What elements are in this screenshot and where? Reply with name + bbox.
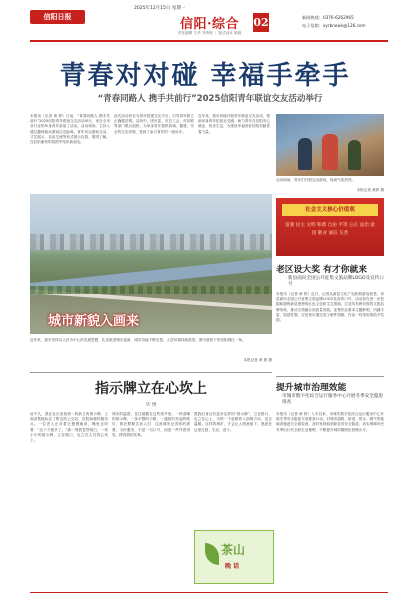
photo-figure-2 bbox=[322, 134, 338, 170]
hero-skyline bbox=[30, 234, 272, 250]
brand-block bbox=[194, 530, 274, 584]
logo-story-subtitle: 新县面向全国公开征集文旅品牌LOGO及宣传口号 bbox=[288, 276, 384, 288]
essay-body-col3: 愿我们身边有更多这样的“指示牌”，立在路口，也立在心上，为每一个赶路的人指明方向，送去温暖。这样的城市，才会让人愿意留下，愿意在这里扎根、生活、奋斗。 bbox=[194, 412, 272, 432]
lead-photo-caption: 活动现场，青年们开展互动游戏，现场气氛热烈。 bbox=[276, 178, 356, 182]
section-sub-line: 责任编辑 王华 刘秀明 ｜ 版式设计 陈晨 bbox=[178, 31, 242, 35]
hero-overlay-title: 城市新貌入画来 bbox=[48, 314, 140, 329]
lead-body-col2: 此次活动旨在为青年搭建交友平台，引导青年树立正确婚恋观。活动中，团市委、市总工会、市妇联等部门联合组织，为单身青年提供真诚、健康、安全的交友环境，受到了参与青年的一致好评。 bbox=[114, 114, 194, 134]
values-words: 富强 民主 文明 和谐 自由 平等 公正 法治 爱国 敬业 诚信 友善 bbox=[285, 223, 375, 236]
masthead-rule bbox=[30, 40, 388, 42]
gov-story-subtitle: 市城市数字化综合运行服务中心开展冬季安全隐患排查 bbox=[282, 394, 384, 406]
contact-hotline: 新闻热线：0376-6262965 bbox=[302, 15, 354, 20]
hero-trees-row bbox=[30, 286, 272, 294]
page-number-badge: 02 bbox=[253, 13, 269, 32]
hero-city-photo bbox=[30, 194, 272, 334]
lead-body-col3: 近年来，我市持续开展青年联谊交友活动，帮助单身青年拓宽社交圈，助力青年在信阳安心就业、快乐生活，为建设幸福美好信阳贡献青春力量。 bbox=[198, 114, 270, 134]
brand-leaf-icon bbox=[205, 543, 219, 565]
brand-name: 茶山 bbox=[221, 543, 246, 557]
photo-figure-3 bbox=[348, 140, 361, 170]
date-line: 2025年12月15日 星期一 bbox=[134, 6, 186, 11]
lead-photo-credit: 本报记者 黄婷 摄 bbox=[356, 188, 384, 192]
brand-tag: 晚 话 bbox=[225, 563, 240, 570]
logo-story-body: 本报讯（记者 黄 婷）近日，记者从新县文化广电和旅游局获悉，该县面向全国公开征集文旅品牌LOGO及宣传口号，活动旨在进一步挖掘和提炼新县独特的红色文化和生态资源，打造具有辨识度的文旅品牌形象，推动文旅融合高质量发展。征集作品要求主题鲜明、内涵丰富、原创性强，应征者可通过电子邮件投稿，作品一经采用将给予奖励。 bbox=[276, 292, 384, 323]
masthead-logo: 信阳日报 bbox=[30, 10, 85, 24]
logo-story-title: 老区设大奖 有才你就来 bbox=[276, 265, 368, 275]
lead-headline: 青春对对碰 幸福手牵手 bbox=[59, 61, 351, 91]
essay-title: 指示牌立在心坎上 bbox=[95, 381, 207, 397]
gov-story-title: 提升城市治理效能 bbox=[276, 383, 347, 393]
values-badge: 社会主义核心价值观 bbox=[282, 204, 378, 216]
lead-body-col1: 本报讯（记者 黄 婷）日前，“青春同路人 携手共前行”2025信阳青年联谊交友活动举行，来自全市各行业的单身青年参加了活动。活动现场，主持人通过趣味破冰游戏拉近距离，青年们以游戏互动、才艺展示、自由交流等形式展示自我、增进了解，在轻松愉快的氛围中结识新朋友。 bbox=[30, 114, 110, 145]
essay-author: 华 博 bbox=[145, 403, 157, 408]
essay-body-col2: 城市的温度，往往就藏在这些细节里。一块清晰的指示牌，一条平整的小路，一盏按时亮起的路灯，都在默默告诉人们：这座城市记得你的需要。为民服务，不是一句口号，而是一件件看得见、摸得着的实事。 bbox=[112, 412, 190, 437]
masthead bbox=[0, 0, 410, 44]
contact-email: 电子信箱：xyrbnews@126.com bbox=[302, 23, 366, 28]
essay-body-col1: 前不久，我在社区里看到一块新立的指示牌，上面清楚地标注了附近的公交站、医院和便民服务点。一位老人正对着它慢慢地读，嘴里念叨着：“这下方便多了。”那一刻我忽然明白，一块小小的指示牌，立在路口，也立在人们的心坎上。 bbox=[30, 412, 108, 443]
photo-figure-1 bbox=[298, 138, 312, 170]
right-rule bbox=[276, 376, 384, 377]
essay-divider bbox=[30, 372, 272, 373]
page-bottom-rule bbox=[30, 592, 388, 593]
lead-photo bbox=[276, 114, 384, 176]
section-title: 信阳·综合 bbox=[180, 17, 240, 32]
gov-story-body: 本报讯（记者 黄 婷）入冬以来，市城市数字化综合运行服务中心开展冬季安全隐患专项排查行动，对城市道路、桥梁、供水、燃气等基础设施进行全面检查，及时发现和消除各类安全隐患，切实保障市民冬季出行安全和生活便利，不断提升城市精细化管理水平。 bbox=[276, 412, 384, 432]
hero-caption: 近年来，我市坚持以人民为中心的发展思想，扎实推进城市更新，城市功能不断完善，人居环境持续改善。图为航拍下的信阳城区一角。 bbox=[30, 338, 246, 342]
values-ad bbox=[276, 198, 384, 256]
lead-subheadline: “青春同路人 携手共前行”2025信阳青年联谊交友活动举行 bbox=[97, 94, 323, 104]
hero-credit: 本报记者 黄 晨 摄 bbox=[243, 358, 272, 362]
